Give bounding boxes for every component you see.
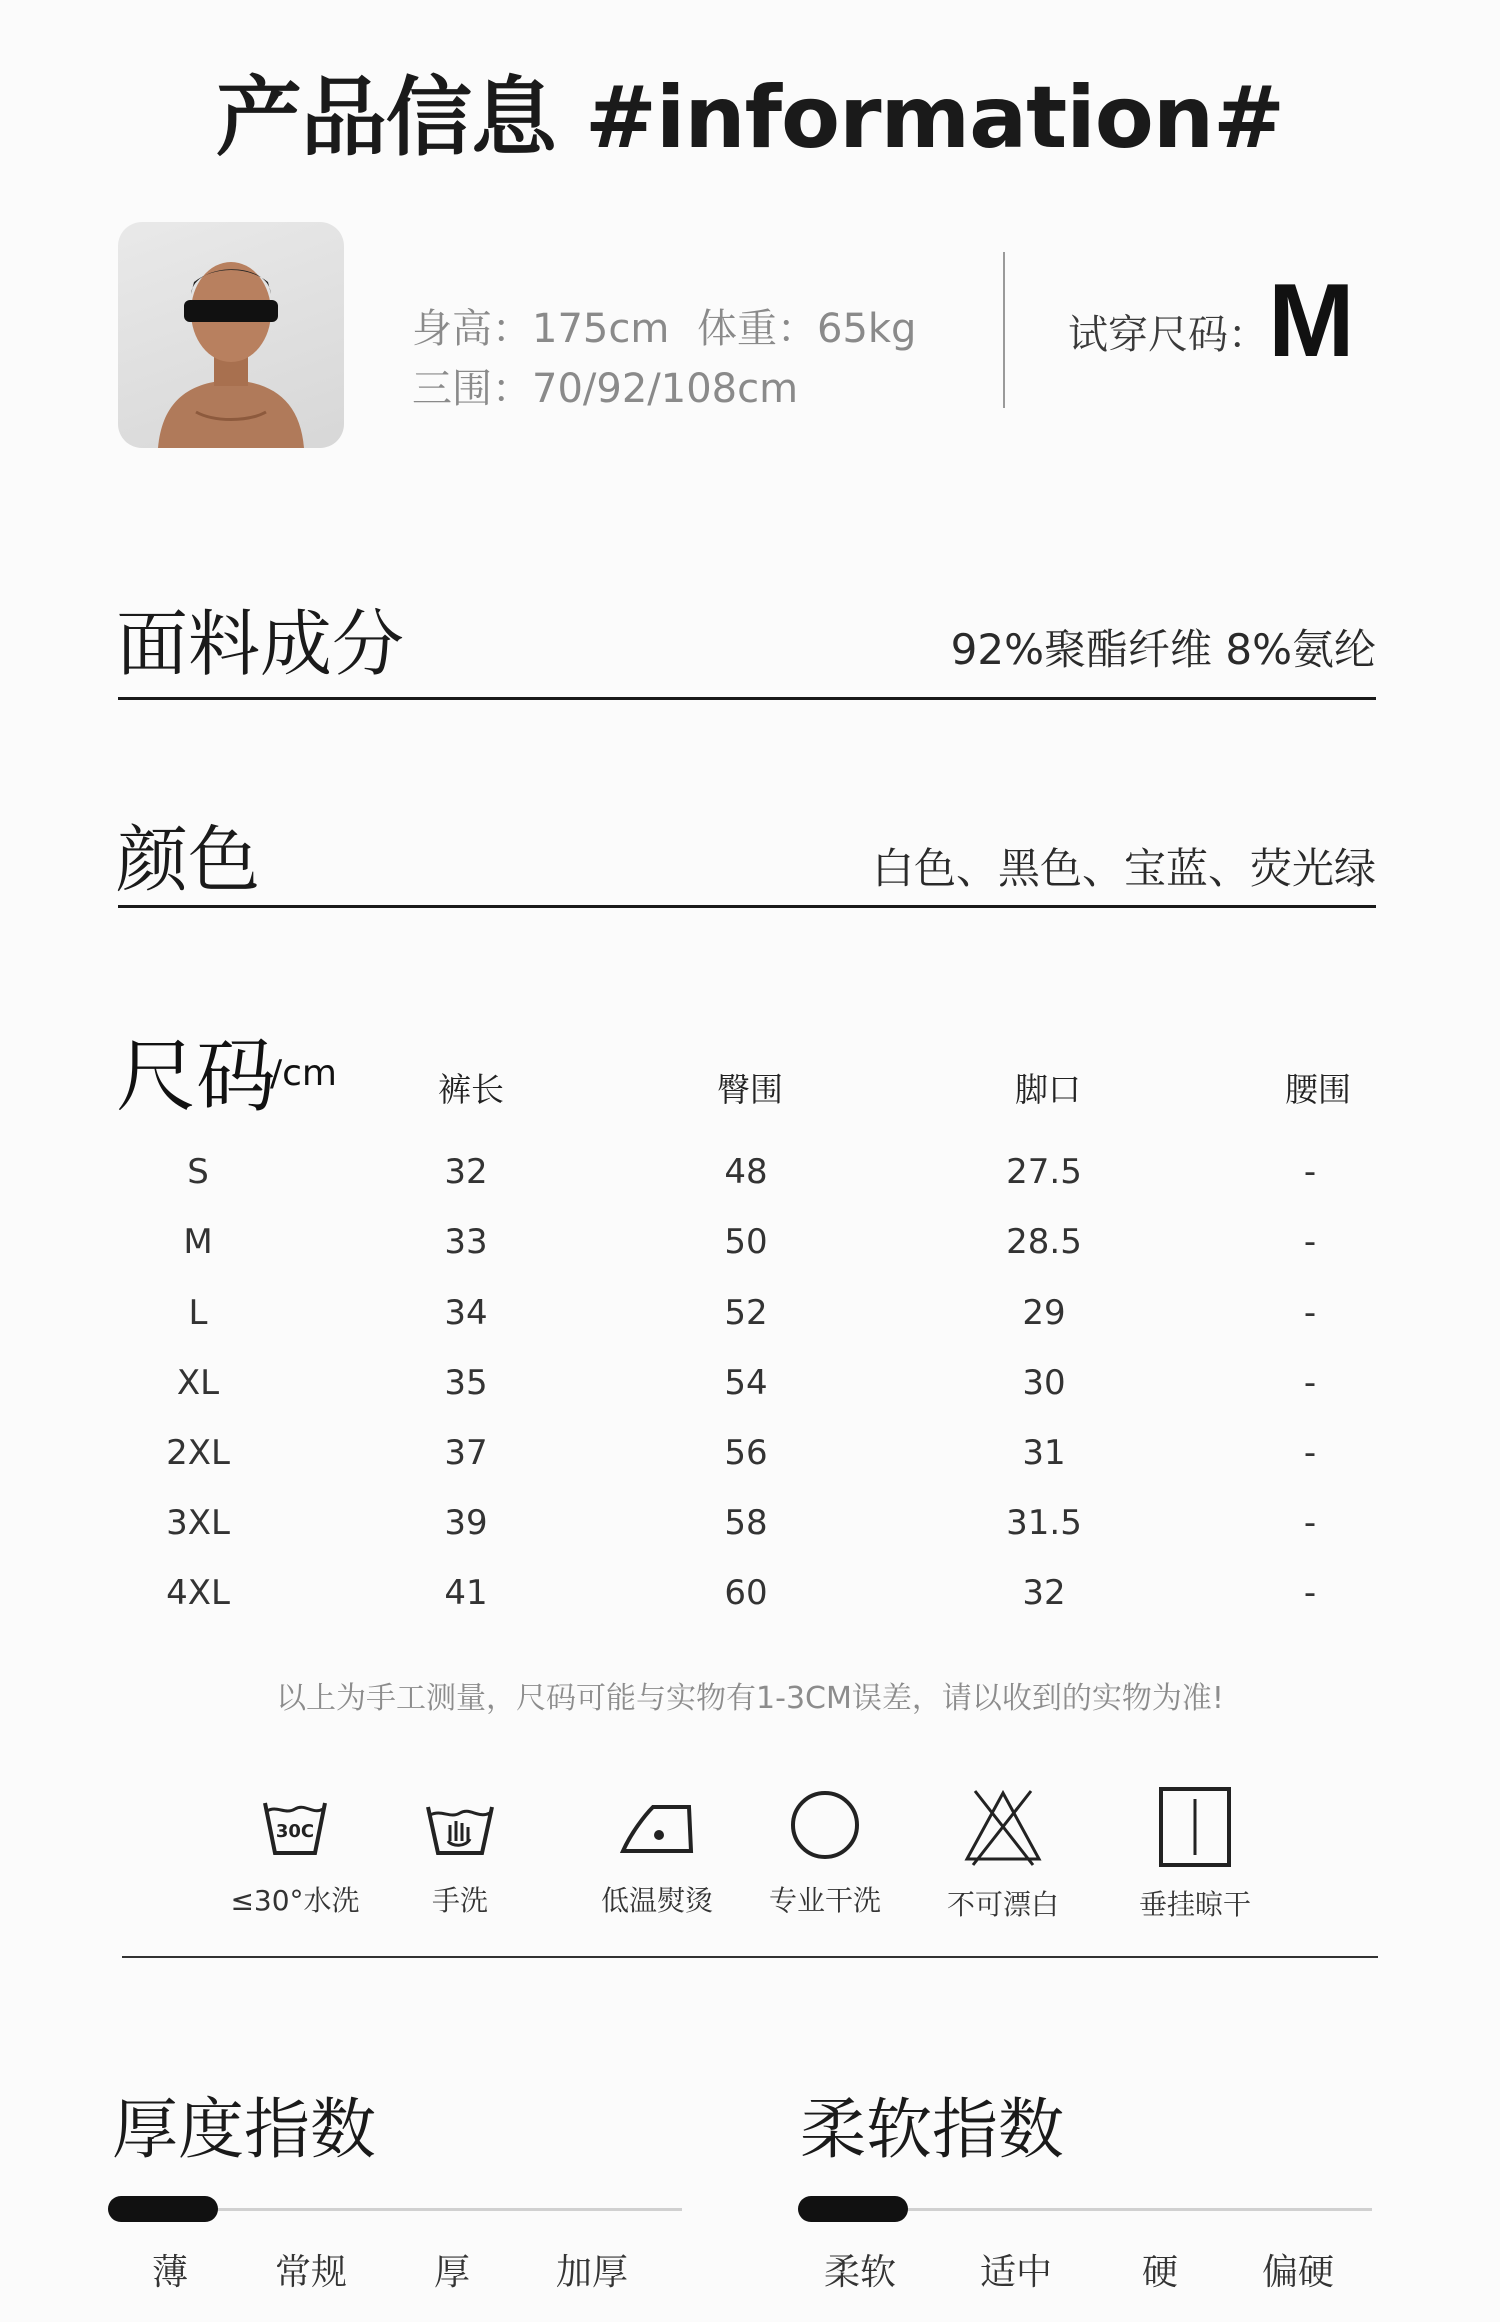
model-photo-image xyxy=(118,222,344,448)
table-cell: - xyxy=(1303,1293,1317,1333)
table-cell: 33 xyxy=(444,1222,488,1262)
size-chart-unit: /cm xyxy=(270,1053,337,1094)
table-cell: 32 xyxy=(444,1152,488,1192)
care-hand-wash xyxy=(375,1785,545,1919)
table-cell: 50 xyxy=(724,1222,768,1262)
table-cell: 27.5 xyxy=(1006,1152,1082,1192)
care-wash-30 xyxy=(210,1785,380,1919)
size-label: XL xyxy=(176,1363,220,1403)
fabric-rule xyxy=(118,697,1376,700)
size-chart-title: 尺码 xyxy=(116,1030,276,1123)
thickness-option: 加厚 xyxy=(555,2252,628,2293)
table-cell: - xyxy=(1303,1222,1317,1262)
color-rule xyxy=(118,905,1376,908)
table-cell: 31 xyxy=(1022,1433,1066,1473)
table-cell: 56 xyxy=(724,1433,768,1473)
fabric-value: 92%聚酯纤维 8%氨纶 xyxy=(950,625,1376,674)
hang-dry-icon xyxy=(1155,1785,1235,1869)
page-title: 产品信息 #information# xyxy=(215,68,1285,168)
model-height: 身高：175cm xyxy=(412,306,670,352)
softness-option: 硬 xyxy=(1141,2252,1178,2293)
column-header-hem: 脚口 xyxy=(1015,1070,1081,1109)
table-cell: - xyxy=(1303,1433,1317,1473)
model-photo xyxy=(118,222,344,448)
table-cell: 60 xyxy=(724,1573,768,1613)
trial-size-label: 试穿尺码： xyxy=(1068,312,1268,358)
table-cell: 54 xyxy=(724,1363,768,1403)
thickness-option: 薄 xyxy=(151,2252,188,2293)
table-cell: 29 xyxy=(1022,1293,1066,1333)
care-label: 垂挂晾干 xyxy=(1138,1888,1251,1921)
hand-wash-icon xyxy=(420,1785,500,1865)
size-label: 4XL xyxy=(166,1573,230,1613)
color-title: 颜色 xyxy=(116,818,261,902)
no-bleach-icon xyxy=(961,1785,1045,1869)
measurement-note: 以上为手工测量，尺码可能与实物有1-3CM误差，请以收到的实物为准! xyxy=(276,1681,1224,1716)
size-label: M xyxy=(183,1222,213,1262)
column-header-hip: 臀围 xyxy=(717,1070,783,1109)
table-cell: 48 xyxy=(724,1152,768,1192)
table-cell: - xyxy=(1303,1152,1317,1192)
table-cell: 52 xyxy=(724,1293,768,1333)
care-label: 专业干洗 xyxy=(768,1884,881,1917)
size-label: 3XL xyxy=(166,1503,230,1543)
model-measurements: 三围：70/92/108cm xyxy=(412,366,799,412)
table-cell: 37 xyxy=(444,1433,488,1473)
table-cell: 35 xyxy=(444,1363,488,1403)
wash-30-icon xyxy=(255,1785,335,1865)
care-low-iron xyxy=(572,1785,742,1919)
table-cell: 28.5 xyxy=(1006,1222,1082,1262)
softness-option: 柔软 xyxy=(823,2252,896,2293)
table-cell: 34 xyxy=(444,1293,488,1333)
care-hang-dry xyxy=(1110,1785,1280,1923)
thickness-option: 常规 xyxy=(274,2252,347,2293)
softness-option: 适中 xyxy=(979,2252,1052,2293)
column-header-waist: 腰围 xyxy=(1285,1070,1351,1109)
trial-size-value: M xyxy=(1268,263,1355,379)
care-label: 不可漂白 xyxy=(946,1888,1059,1921)
care-rule xyxy=(122,1956,1378,1958)
table-cell: 32 xyxy=(1022,1573,1066,1613)
thickness-title: 厚度指数 xyxy=(112,2091,376,2168)
softness-indicator xyxy=(798,2196,908,2222)
care-no-bleach xyxy=(918,1785,1088,1923)
svg-text:30C: 30C xyxy=(275,1821,315,1842)
thickness-indicator xyxy=(108,2196,218,2222)
softness-option: 偏硬 xyxy=(1261,2252,1334,2293)
care-label: 手洗 xyxy=(431,1884,488,1917)
dry-clean-icon xyxy=(785,1785,865,1865)
table-cell: - xyxy=(1303,1573,1317,1613)
size-label: L xyxy=(188,1293,208,1333)
column-header-length: 裤长 xyxy=(438,1070,504,1109)
table-cell: - xyxy=(1303,1503,1317,1543)
care-label: ≤30°水洗 xyxy=(230,1884,360,1917)
table-cell: 31.5 xyxy=(1006,1503,1082,1543)
table-cell: 58 xyxy=(724,1503,768,1543)
model-weight: 体重：65kg xyxy=(697,306,917,352)
size-label: 2XL xyxy=(166,1433,230,1473)
thickness-option: 厚 xyxy=(433,2252,470,2293)
table-cell: 30 xyxy=(1022,1363,1066,1403)
fabric-title: 面料成分 xyxy=(116,602,405,686)
table-cell: 39 xyxy=(444,1503,488,1543)
table-cell: 41 xyxy=(444,1573,488,1613)
care-dry-clean xyxy=(740,1785,910,1919)
size-label: S xyxy=(187,1152,209,1192)
table-cell: - xyxy=(1303,1363,1317,1403)
softness-title: 柔软指数 xyxy=(800,2091,1064,2168)
low-iron-icon xyxy=(617,1785,697,1865)
color-value: 白色、黑色、宝蓝、荧光绿 xyxy=(871,844,1376,893)
care-label: 低温熨烫 xyxy=(600,1884,713,1917)
vertical-divider xyxy=(1003,252,1005,408)
